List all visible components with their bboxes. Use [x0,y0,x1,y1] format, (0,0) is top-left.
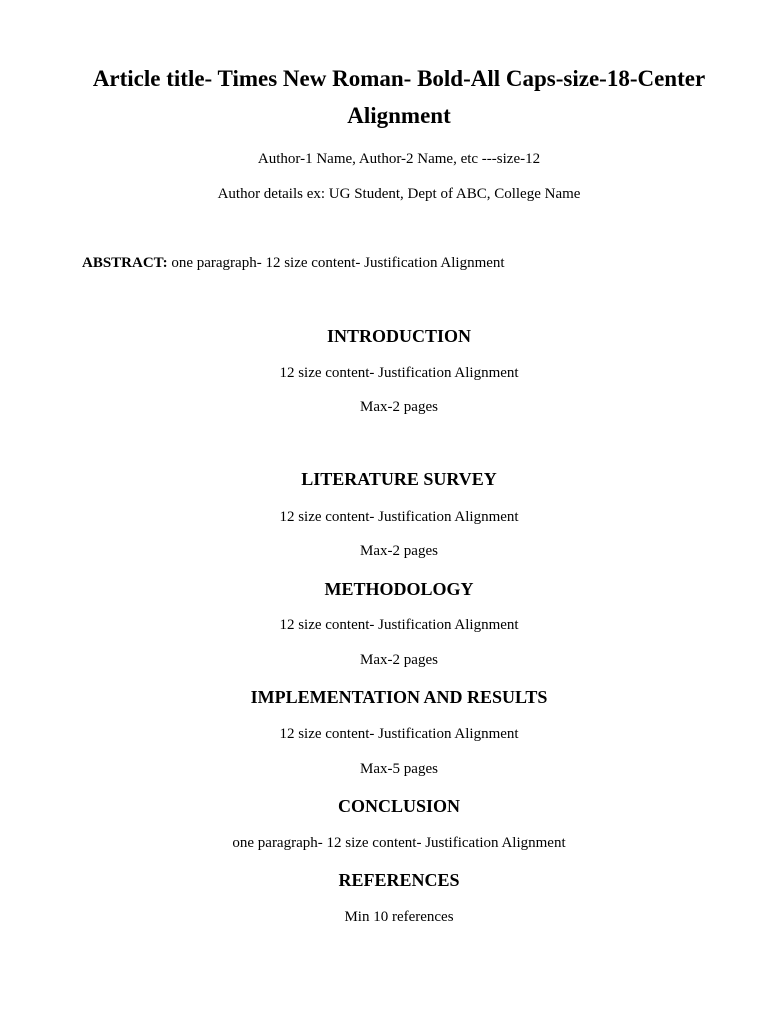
section-heading-methodology: METHODOLOGY [324,579,474,599]
section-line: Max-2 pages [360,399,438,415]
section-heading-literature-survey: LITERATURE SURVEY [301,469,497,489]
section-line: 12 size content- Justification Alignment [279,617,519,633]
section-heading-conclusion: CONCLUSION [337,796,461,816]
abstract-text: one paragraph- 12 size content- Justification Alignment [167,255,505,271]
section-line: Max-2 pages [360,543,438,559]
article-title: Article title- Times New Roman- Bold-All Caps-size-18-Center Alignment [92,66,706,128]
abstract [82,256,505,271]
section-line: Min 10 references [344,909,454,925]
section-line: Max-5 pages [360,761,438,777]
section-line: 12 size content- Justification Alignment [279,726,519,742]
abstract-label: ABSTRACT: [82,255,168,271]
author-names: Author-1 Name, Author-2 Name, etc ---size-12 [257,151,541,167]
section-heading-references: REFERENCES [338,870,460,890]
section-line: 12 size content- Justification Alignment [279,365,519,381]
section-line: Max-2 pages [360,652,438,668]
section-heading-introduction: INTRODUCTION [326,326,472,346]
section-line: one paragraph- 12 size content- Justification Alignment [232,835,566,851]
author-details: Author details ex: UG Student, Dept of ABC, College Name [217,186,581,202]
section-line: 12 size content- Justification Alignment [279,509,519,525]
section-heading-implementation-results: IMPLEMENTATION AND RESULTS [250,687,548,707]
